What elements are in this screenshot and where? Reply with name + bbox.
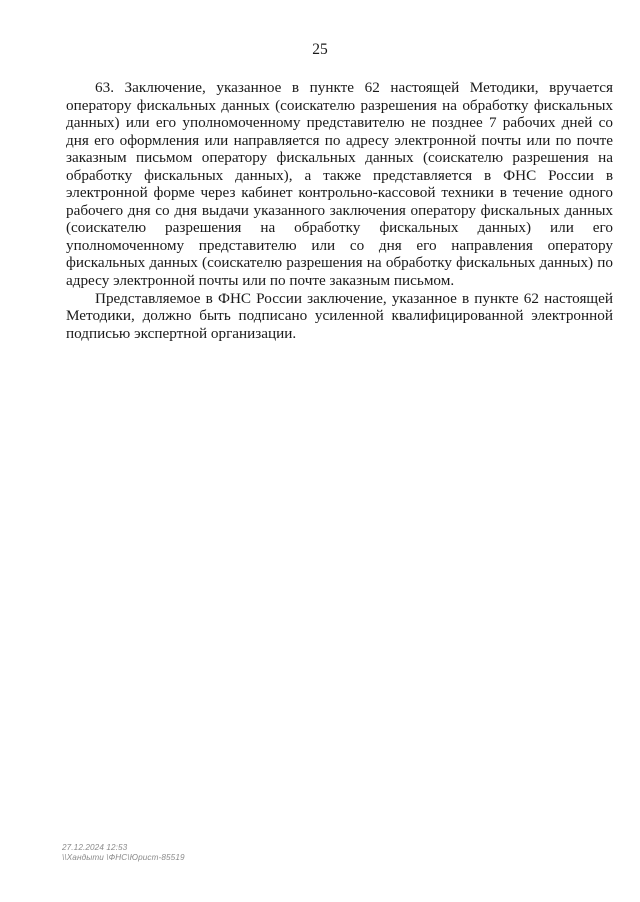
footer-file-path: \\Хандыти \ФНС\Юрист-85519 bbox=[62, 853, 185, 862]
page-number: 25 bbox=[312, 41, 328, 58]
paragraph-63: 63. Заключение, указанное в пункте 62 настоящей Методики, вручается оператору фискальных данных (соискателю разрешения на обработку фискальных данных) или его уполномоченному представителю не позднее 7 рабочих дней со дня его оформления или направляется по адресу электронной почты или по почте заказным письмом оператору фискальных данных (соискателю разрешения на обработку фискальных данных), а также представляется в ФНС России в электронной форме через кабинет контрольно-кассовой техники в течение одного рабочего дня со дня выдачи указанного заключения оператору фискальных данных (соискателю разрешения на обработку фискальных данных) или его уполномоченному представителю или со дня его направления оператору фискальных данных (соискателю разрешения на обработку фискальных данных) по адресу электронной почты или по почте заказным письмом. bbox=[66, 79, 613, 290]
footer-stamp bbox=[62, 843, 185, 863]
document-body bbox=[66, 79, 613, 342]
paragraph-conclusion-signature: Представляемое в ФНС России заключение, указанное в пункте 62 настоящей Методики, должно быть подписано усиленной квалифицированной электронной подписью экспертной организации. bbox=[66, 289, 613, 342]
footer-timestamp: 27.12.2024 12:53 bbox=[62, 843, 128, 852]
